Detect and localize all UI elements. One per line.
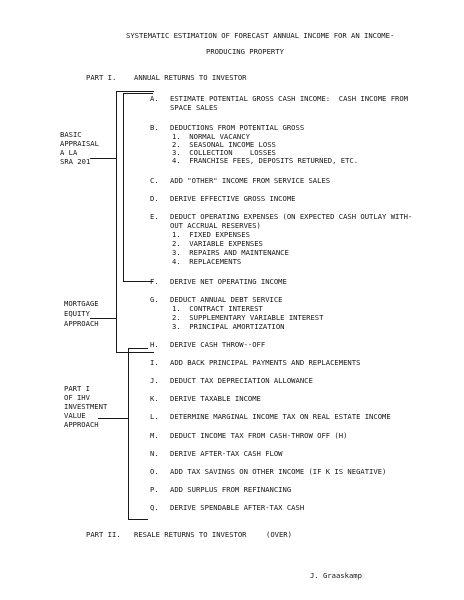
bracket-inner-line <box>123 93 124 281</box>
mortgage-label-line-2: EQUITY <box>64 309 90 318</box>
step-k-letter: K. <box>150 394 159 403</box>
step-b-sub-3: 3. COLLECTION LOSSES <box>172 148 276 157</box>
page-title-line-2: PRODUCING PROPERTY <box>206 47 284 56</box>
investment-label-line-1: PART I <box>64 384 90 393</box>
step-g-sub-1: 1. CONTRACT INTEREST <box>172 304 263 313</box>
bracket-investment-line <box>128 348 129 520</box>
step-i-line-1: ADD BACK PRINCIPAL PAYMENTS AND REPLACEMENTS <box>170 358 361 367</box>
step-h-letter: H. <box>150 340 159 349</box>
bracket-basic-bottom-tick <box>116 352 154 353</box>
step-o-letter: O. <box>150 467 159 476</box>
basic-label-line-4: SRA 201 <box>60 157 91 166</box>
bracket-investment-bottom-tick <box>128 519 148 520</box>
basic-label-line-2: APPRAISAL <box>60 139 99 148</box>
part-2-title: RESALE RETURNS TO INVESTOR <box>134 530 247 539</box>
step-j-line-1: DEDUCT TAX DEPRECIATION ALLOWANCE <box>170 376 313 385</box>
bracket-investment-top-tick <box>128 348 148 349</box>
step-i-letter: I. <box>150 358 159 367</box>
investment-label-line-2: OF IHV <box>64 393 90 402</box>
step-e-letter: E. <box>150 212 159 221</box>
step-e-sub-2: 2. VARIABLE EXPENSES <box>172 239 263 248</box>
part-1-title: ANNUAL RETURNS TO INVESTOR <box>134 73 247 82</box>
step-g-sub-2: 2. SUPPLEMENTARY VARIABLE INTEREST <box>172 313 324 322</box>
step-f-letter: F. <box>150 277 159 286</box>
step-k-line-1: DERIVE TAXABLE INCOME <box>170 394 261 403</box>
step-n-letter: N. <box>150 449 159 458</box>
step-d-letter: D. <box>150 194 159 203</box>
step-e-sub-4: 4. REPLACEMENTS <box>172 257 242 266</box>
basic-label-line-3: A LA <box>60 148 78 157</box>
investment-label-line-3: INVESTMENT <box>64 402 108 411</box>
step-l-line-1: DETERMINE MARGINAL INCOME TAX ON REAL ESTATE INCOME <box>170 412 391 421</box>
step-p-letter: P. <box>150 485 159 494</box>
step-e-line-1: DEDUCT OPERATING EXPENSES (ON EXPECTED CASH OUTLAY WITH- <box>170 212 413 221</box>
step-e-line-2: OUT ACCRUAL RESERVES) <box>170 221 261 230</box>
page-title-line-1: SYSTEMATIC ESTIMATION OF FORECAST ANNUAL INCOME FOR AN INCOME- <box>126 31 395 40</box>
step-a-letter: A. <box>150 94 159 103</box>
step-b-sub-2: 2. SEASONAL INCOME LOSS <box>172 140 276 149</box>
step-b-sub-4: 4. FRANCHISE FEES, DEPOSITS RETURNED, ETC. <box>172 156 359 165</box>
basic-label-line-1: BASIC <box>60 130 82 139</box>
step-h-line-1: DERIVE CASH THROW--OFF <box>170 340 266 349</box>
step-o-line-1: ADD TAX SAVINGS ON OTHER INCOME (IF K IS NEGATIVE) <box>170 467 387 476</box>
step-m-letter: M. <box>150 431 159 440</box>
step-l-letter: L. <box>150 412 159 421</box>
bracket-inner-bottom-tick <box>123 281 153 282</box>
mortgage-label-line-3: APPROACH <box>64 319 99 328</box>
investment-label-connector <box>98 418 128 419</box>
step-b-letter: B. <box>150 123 159 132</box>
step-a-line-2: SPACE SALES <box>170 103 218 112</box>
bracket-basic-top-tick <box>116 91 154 92</box>
author-signature: J. Graaskamp <box>310 571 362 580</box>
step-g-letter: G. <box>150 295 159 304</box>
part-2-label: PART II. <box>86 530 121 539</box>
step-c-letter: C. <box>150 176 159 185</box>
bracket-basic-appraisal-line <box>116 91 117 353</box>
step-b-line-1: DEDUCTIONS FROM POTENTIAL GROSS <box>170 123 305 132</box>
step-p-line-1: ADD SURPLUS FROM REFINANCING <box>170 485 292 494</box>
step-a-line-1: ESTIMATE POTENTIAL GROSS CASH INCOME: CASH INCOME FROM <box>170 94 408 103</box>
step-n-line-1: DERIVE AFTER-TAX CASH FLOW <box>170 449 283 458</box>
step-m-line-1: DEDUCT INCOME TAX FROM CASH-THROW OFF (H) <box>170 431 348 440</box>
mortgage-label-line-1: MORTGAGE <box>64 299 99 308</box>
step-j-letter: J. <box>150 376 159 385</box>
part-2-note: (OVER) <box>266 530 292 539</box>
step-g-sub-3: 3. PRINCIPAL AMORTIZATION <box>172 322 285 331</box>
step-q-line-1: DERIVE SPENDABLE AFTER-TAX CASH <box>170 503 305 512</box>
step-d-line-1: DERIVE EFFECTIVE GROSS INCOME <box>170 194 296 203</box>
investment-label-line-5: APPROACH <box>64 420 99 429</box>
step-c-line-1: ADD "OTHER" INCOME FROM SERVICE SALES <box>170 176 331 185</box>
step-f-line-1: DERIVE NET OPERATING INCOME <box>170 277 287 286</box>
step-e-sub-3: 3. REPAIRS AND MAINTENANCE <box>172 248 289 257</box>
step-q-letter: Q. <box>150 503 159 512</box>
basic-label-connector <box>90 158 116 159</box>
investment-label-line-4: VALUE <box>64 411 86 420</box>
step-g-line-1: DEDUCT ANNUAL DEBT SERVICE <box>170 295 283 304</box>
step-e-sub-1: 1. FIXED EXPENSES <box>172 230 250 239</box>
part-1-label: PART I. <box>86 73 117 82</box>
bracket-inner-top-tick <box>123 93 153 94</box>
step-b-sub-1: 1. NORMAL VACANCY <box>172 132 250 141</box>
